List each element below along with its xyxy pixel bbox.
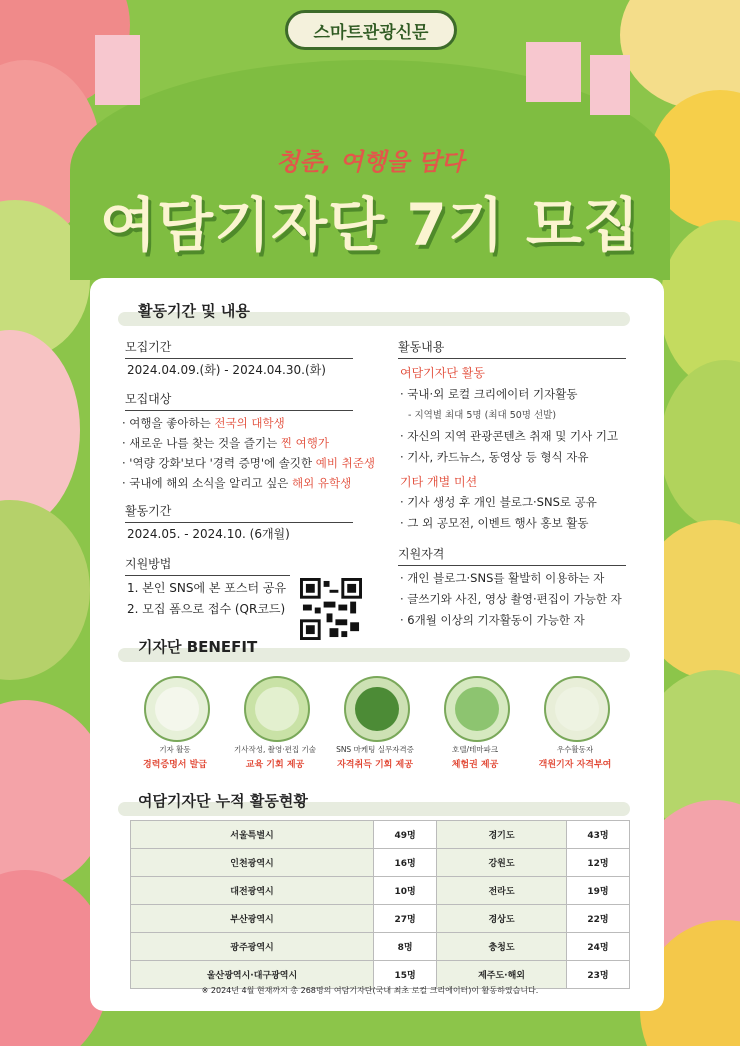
target-highlight: 예비 취준생	[315, 456, 375, 470]
count-cell: 15명	[374, 961, 437, 989]
region-cell: 부산광역시	[131, 905, 374, 933]
table-row	[131, 933, 630, 961]
subtitle: 청춘, 여행을 담다	[275, 148, 465, 176]
benefit-caption: SNS 마케팅 실무자격증	[336, 745, 414, 754]
computer-icon	[244, 676, 310, 742]
count-cell: 8명	[374, 933, 437, 961]
count-cell: 23명	[566, 961, 629, 989]
table-row	[131, 877, 630, 905]
benefit-highlight: 자격취득 기회 제공	[337, 760, 413, 770]
target-text: · 새로운 나를 찾는 것을 즐기는	[122, 436, 281, 450]
target-highlight: 해외 유학생	[292, 476, 352, 490]
region-cell: 제주도·해외	[437, 961, 567, 989]
icon-inner	[455, 687, 499, 731]
region-cell: 울산광역시·대구광역시	[131, 961, 374, 989]
icon-inner	[355, 687, 399, 731]
region-cell: 서울특별시	[131, 821, 374, 849]
newspaper-badge: 스마트관광신문	[285, 10, 457, 50]
benefit-highlight: 경력증명서 발급	[143, 760, 207, 770]
count-cell: 12명	[566, 849, 629, 877]
count-cell: 10명	[374, 877, 437, 905]
count-cell: 19명	[566, 877, 629, 905]
target-item	[122, 475, 351, 491]
benefit-highlight: 객원기자 자격부여	[538, 760, 612, 770]
activity-item: · 자신의 지역 관광콘텐츠 취재 및 기사 기고	[400, 429, 619, 443]
region-cell: 광주광역시	[131, 933, 374, 961]
activity-item: · 기사, 카드뉴스, 동영상 등 형식 자유	[400, 450, 589, 464]
icon-inner	[555, 687, 599, 731]
certificate-icon	[144, 676, 210, 742]
target-text: · 여행을 좋아하는	[122, 416, 215, 430]
target-highlight: 전국의 대학생	[214, 416, 285, 430]
section-heading-activity: 활동기간 및 내용	[138, 302, 250, 320]
activity-period-value: 2024.05. - 2024.10. (6개월)	[127, 527, 290, 541]
apply-step-2: 2. 모집 폼으로 접수 (QR코드)	[127, 602, 286, 616]
target-text: · 국내에 해외 소식을 알리고 싶은	[122, 476, 293, 490]
target-label: 모집대상	[125, 390, 353, 411]
region-cell: 인천광역시	[131, 849, 374, 877]
activity-period-label: 활동기간	[125, 502, 353, 523]
qualification-item: · 6개월 이상의 기자활동이 가능한 자	[400, 613, 585, 627]
recruit-period-value: 2024.04.09.(화) - 2024.04.30.(화)	[127, 363, 326, 377]
mission-item: · 기사 생성 후 개인 블로그·SNS로 공유	[400, 495, 597, 509]
qualification-item: · 글쓰기와 사진, 영상 촬영·편집이 가능한 자	[400, 592, 622, 606]
count-cell: 16명	[374, 849, 437, 877]
region-cell: 경상도	[437, 905, 567, 933]
count-cell: 43명	[566, 821, 629, 849]
benefit-highlight: 교육 기회 제공	[245, 760, 305, 770]
benefit-highlight: 체험권 제공	[451, 760, 499, 770]
qualification-label: 지원자격	[398, 545, 626, 566]
benefit-caption: 기사작성, 촬영·편집 기술	[234, 745, 316, 754]
activity-item: · 국내·외 로컬 크리에이터 기자활동	[400, 387, 578, 401]
page-title: 여담기자단 7기 모집	[100, 191, 640, 259]
count-cell: 22명	[566, 905, 629, 933]
icon-inner	[155, 687, 199, 731]
stats-table	[130, 820, 630, 989]
table-row	[131, 905, 630, 933]
group2-title: 기타 개별 미션	[400, 475, 478, 489]
palm-tree-icon	[444, 676, 510, 742]
region-cell: 강원도	[437, 849, 567, 877]
region-cell: 대전광역시	[131, 877, 374, 905]
group1-title: 여담기자단 활동	[400, 366, 485, 380]
icon-inner	[255, 687, 299, 731]
benefit-caption: 호텔/테마파크	[452, 745, 498, 754]
qualification-item: · 개인 블로그·SNS를 활발히 이용하는 자	[400, 571, 605, 585]
target-item	[122, 435, 329, 451]
content-label: 활동내용	[398, 338, 626, 359]
footnote: ※ 2024년 4월 현재까지 총 268명의 여담기자단(국내 최초 로컬 크리에이터)이 활동하였습니다.	[201, 986, 539, 995]
recruit-period-label: 모집기간	[125, 338, 353, 359]
target-item	[122, 455, 375, 471]
region-cell: 충청도	[437, 933, 567, 961]
count-cell: 49명	[374, 821, 437, 849]
target-item	[122, 415, 285, 431]
growth-chart-icon	[344, 676, 410, 742]
region-cell: 경기도	[437, 821, 567, 849]
benefit-caption: 기자 활동	[159, 745, 191, 754]
count-cell: 27명	[374, 905, 437, 933]
section-heading-stats: 여담기자단 누적 활동현황	[138, 792, 308, 810]
table-row	[131, 821, 630, 849]
benefit-caption: 우수활동자	[556, 745, 594, 754]
reporter-icon	[544, 676, 610, 742]
apply-label: 지원방법	[125, 555, 290, 576]
qr-code[interactable]	[300, 578, 362, 640]
target-highlight: 찐 여행가	[280, 436, 329, 450]
table-row	[131, 849, 630, 877]
target-text: · '역량 강화'보다 '경력 증명'에 솔깃한	[122, 456, 316, 470]
section-heading-benefit: 기자단 BENEFIT	[138, 638, 258, 656]
count-cell: 24명	[566, 933, 629, 961]
apply-step-1: 1. 본인 SNS에 본 포스터 공유	[127, 581, 287, 595]
mission-item: · 그 외 공모전, 이벤트 행사 홍보 활동	[400, 516, 589, 530]
region-cell: 전라도	[437, 877, 567, 905]
activity-item: - 지역별 최대 5명 (최대 50명 선발)	[408, 410, 557, 421]
